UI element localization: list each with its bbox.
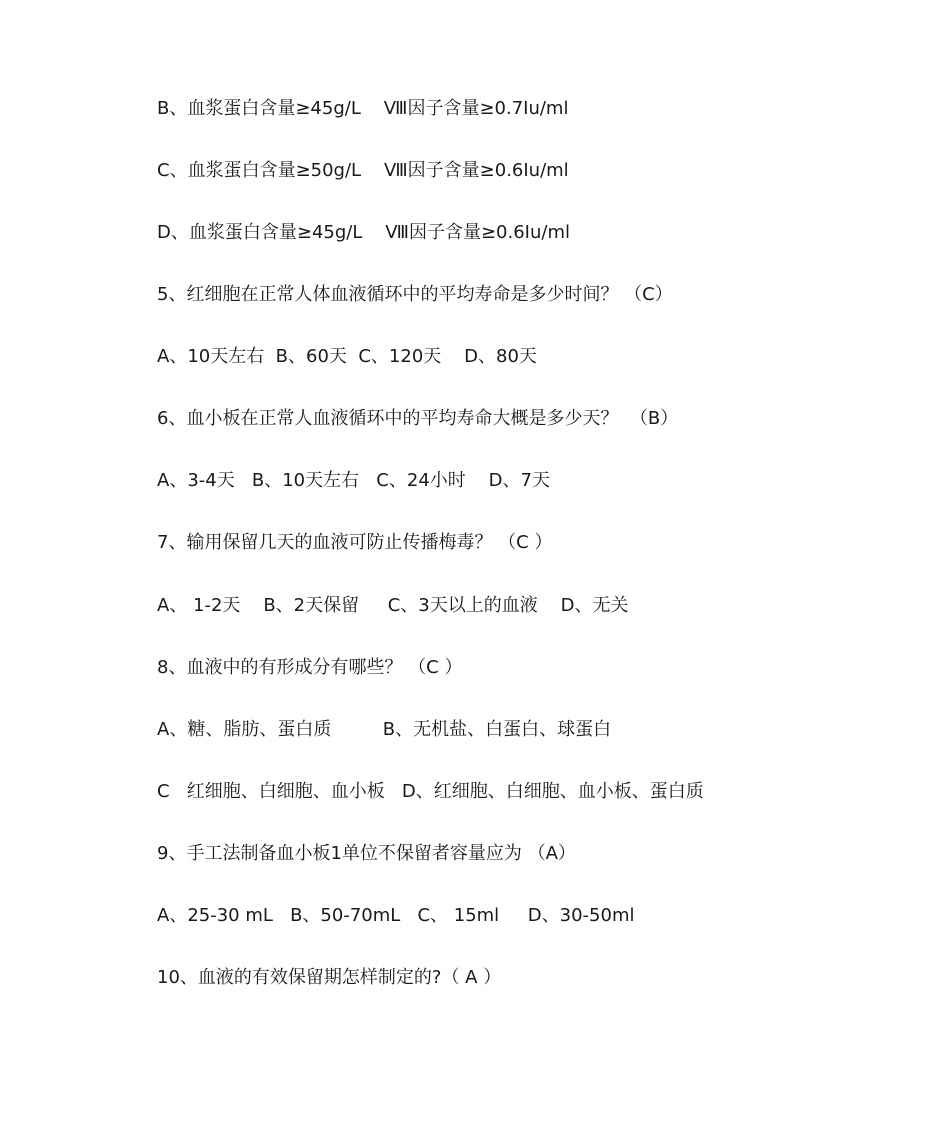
question-5: 5、红细胞在正常人体血液循环中的平均寿命是多少时间？ （C）: [157, 284, 673, 305]
options-5: A、10天左右 B、60天 C、120天 D、80天: [157, 346, 537, 367]
options-9: A、25-30 mL B、50-70mL C、 15ml D、30-50ml: [157, 905, 635, 926]
option-line-4d: D、血浆蛋白含量≥45g/L Ⅷ因子含量≥0.6Iu/ml: [157, 222, 570, 243]
question-6: 6、血小板在正常人血液循环中的平均寿命大概是多少天？ （B）: [157, 408, 679, 429]
question-8: 8、血液中的有形成分有哪些？ （C ）: [157, 657, 463, 678]
option-line-4b: B、血浆蛋白含量≥45g/L Ⅷ因子含量≥0.7Iu/ml: [157, 98, 569, 119]
question-7: 7、输用保留几天的血液可防止传播梅毒？ （C ）: [157, 532, 553, 553]
option-line-4c: C、血浆蛋白含量≥50g/L Ⅷ因子含量≥0.6Iu/ml: [157, 160, 569, 181]
question-10: 10、血液的有效保留期怎样制定的?（ A ）: [157, 967, 502, 988]
question-9: 9、手工法制备血小板1单位不保留者容量应为 （A）: [157, 843, 576, 864]
options-8-ab: A、糖、脂肪、蛋白质 B、无机盐、白蛋白、球蛋白: [157, 719, 612, 740]
options-6: A、3-4天 B、10天左右 C、24小时 D、7天: [157, 470, 550, 491]
options-8-cd: C 红细胞、白细胞、血小板 D、红细胞、白细胞、血小板、蛋白质: [157, 781, 704, 802]
options-7: A、 1-2天 B、2天保留 C、3天以上的血液 D、无关: [157, 595, 629, 616]
